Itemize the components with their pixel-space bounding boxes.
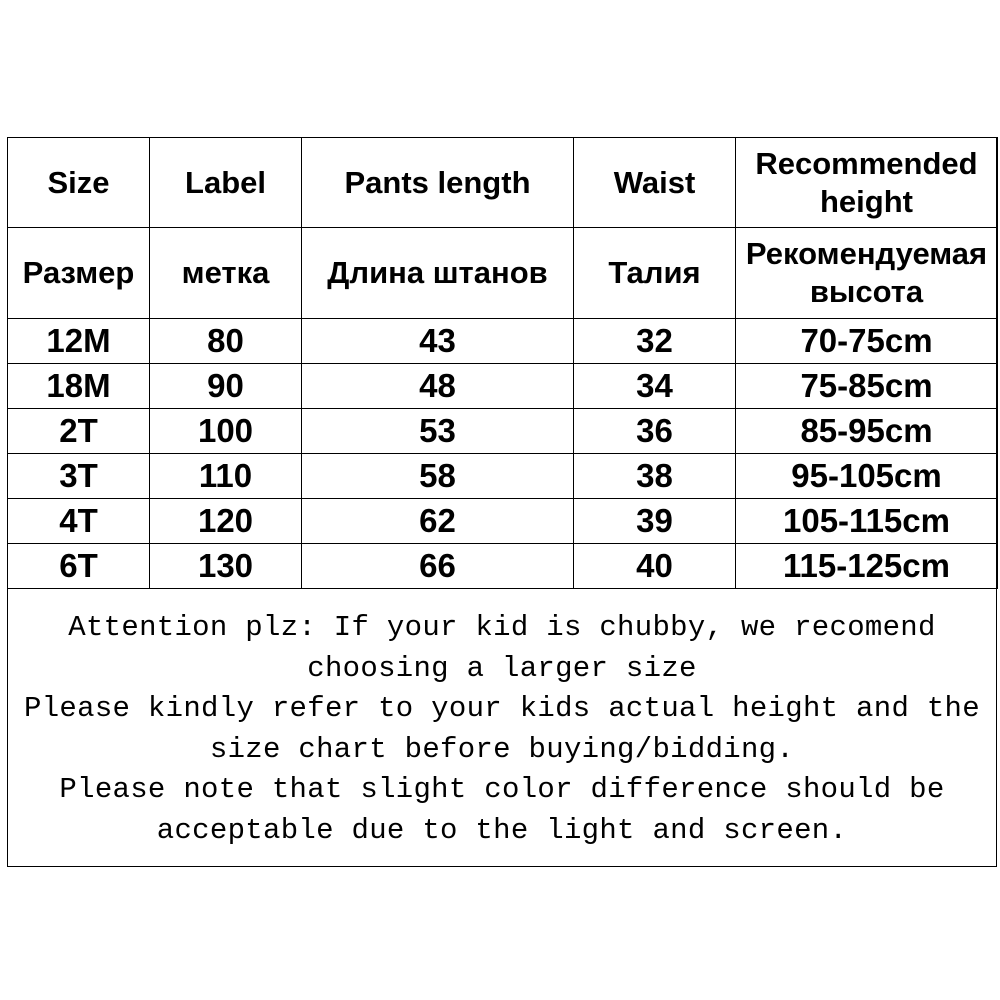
cell-label: 90 <box>150 364 302 409</box>
cell-size: 2T <box>8 409 150 454</box>
table-row <box>8 499 998 544</box>
header-size-ru: Размер <box>8 228 150 319</box>
header-recommended-height: Recommended height <box>736 138 998 228</box>
cell-pants-length: 62 <box>302 499 574 544</box>
cell-pants-length: 58 <box>302 454 574 499</box>
table-row <box>8 364 998 409</box>
cell-label: 80 <box>150 319 302 364</box>
cell-waist: 36 <box>574 409 736 454</box>
cell-recommended-height: 85-95cm <box>736 409 998 454</box>
cell-waist: 39 <box>574 499 736 544</box>
note-line: Please note that slight color difference should be <box>59 773 945 807</box>
table-row <box>8 319 998 364</box>
cell-size: 4T <box>8 499 150 544</box>
cell-label: 130 <box>150 544 302 589</box>
header-recommended-height-ru: Рекомендуемая высота <box>736 228 998 319</box>
cell-recommended-height: 115-125cm <box>736 544 998 589</box>
size-chart-table <box>7 137 998 589</box>
note-line: size chart before buying/bidding. <box>209 732 795 766</box>
header-waist-ru: Талия <box>574 228 736 319</box>
table-row <box>8 544 998 589</box>
table-row <box>8 454 998 499</box>
cell-waist: 34 <box>574 364 736 409</box>
note-line: acceptable due to the light and screen. <box>156 813 848 847</box>
cell-waist: 40 <box>574 544 736 589</box>
note-line: Attention plz: If your kid is chubby, we recomend <box>68 611 936 644</box>
cell-label: 100 <box>150 409 302 454</box>
cell-pants-length: 66 <box>302 544 574 589</box>
cell-label: 120 <box>150 499 302 544</box>
table-row <box>8 409 998 454</box>
header-row-russian <box>8 228 998 319</box>
cell-pants-length: 53 <box>302 409 574 454</box>
cell-recommended-height: 95-105cm <box>736 454 998 499</box>
header-pants-length-ru: Длина штанов <box>302 228 574 319</box>
header-row-english <box>8 138 998 228</box>
cell-waist: 32 <box>574 319 736 364</box>
notes-block <box>7 608 997 852</box>
cell-size: 12M <box>8 319 150 364</box>
header-waist: Waist <box>574 138 736 228</box>
cell-label: 110 <box>150 454 302 499</box>
header-size: Size <box>8 138 150 228</box>
cell-pants-length: 43 <box>302 319 574 364</box>
cell-size: 18M <box>8 364 150 409</box>
cell-size: 6T <box>8 544 150 589</box>
cell-recommended-height: 70-75cm <box>736 319 998 364</box>
cell-recommended-height: 75-85cm <box>736 364 998 409</box>
cell-pants-length: 48 <box>302 364 574 409</box>
header-label: Label <box>150 138 302 228</box>
cell-waist: 38 <box>574 454 736 499</box>
cell-recommended-height: 105-115cm <box>736 499 998 544</box>
note-line: choosing a larger size <box>307 651 697 685</box>
header-pants-length: Pants length <box>302 138 574 228</box>
cell-size: 3T <box>8 454 150 499</box>
header-label-ru: метка <box>150 228 302 319</box>
note-line: Please kindly refer to your kids actual height and the <box>24 692 980 726</box>
